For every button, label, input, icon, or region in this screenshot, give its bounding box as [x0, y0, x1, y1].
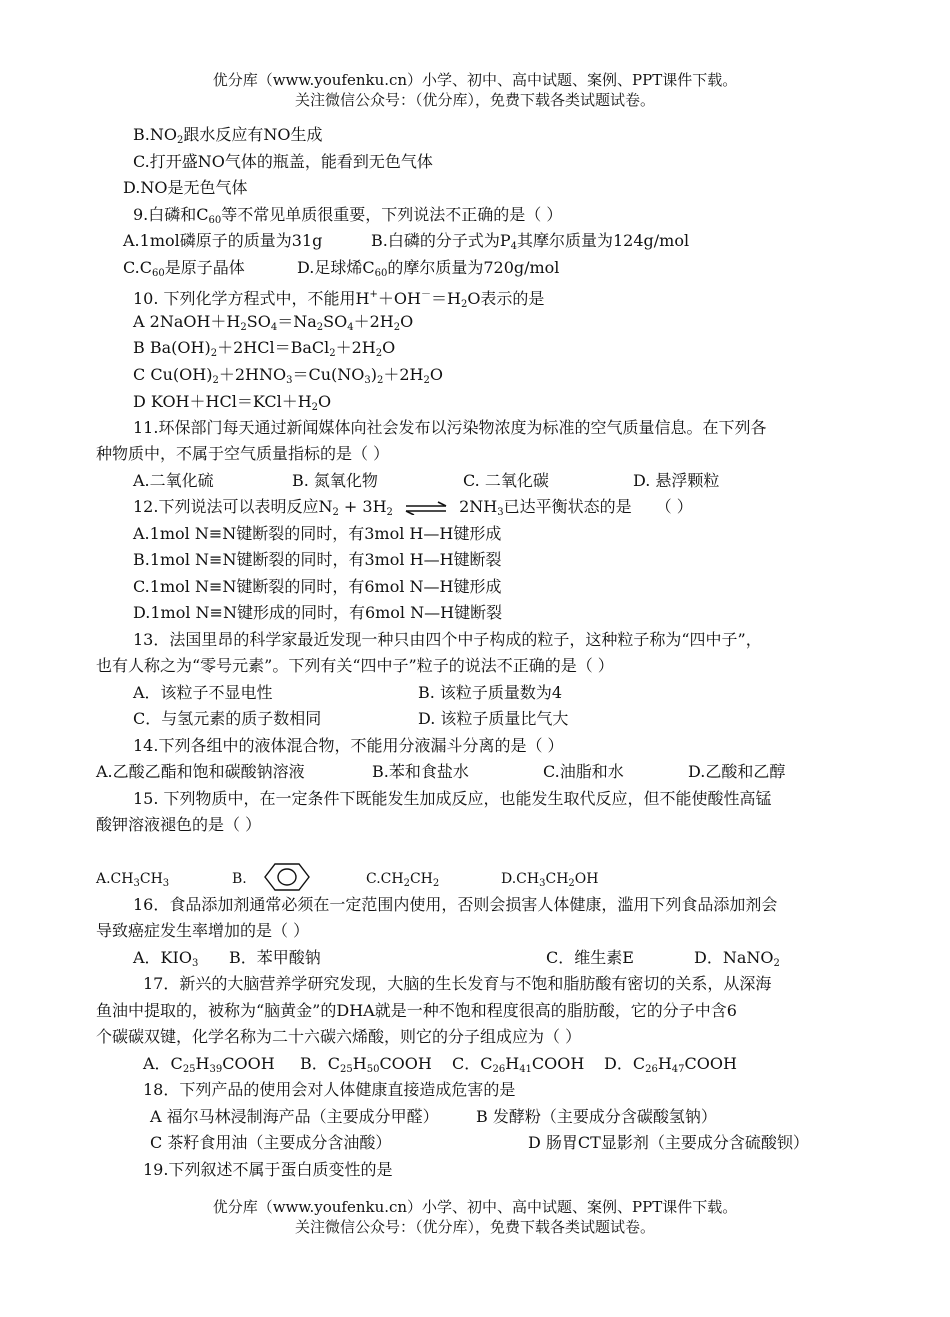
q13-option-d: D. 该粒子质量比气大	[418, 709, 569, 728]
benzene-ring-icon	[264, 862, 310, 892]
q10-option-d: D $KOH+HCl=KCl+H_2O$	[133, 392, 332, 413]
q11-option-c: C. 二氧化碳	[463, 471, 549, 490]
q17-option-b: B．$C_{25}H_{50}COOH$	[300, 1054, 432, 1075]
q12-option-a: A.1mol N≡N键断裂的同时，有3mol H—H键形成	[133, 524, 502, 543]
q8-option-d: D.NO是无色气体	[123, 178, 248, 197]
q11-option-a: A.二氧化硫	[133, 471, 214, 490]
q15-stem-line-1: 15. 下列物质中，在一定条件下既能发生加成反应，也能发生取代反应，但不能使酸性高锰	[133, 789, 772, 808]
q9-option-a: A.1mol磷原子的质量为31g	[123, 231, 323, 250]
q9-stem: 9.白磷和$C_{60}$等不常见单质很重要，下列说法不正确的是（ ）	[133, 205, 563, 226]
q14-option-d: D.乙酸和乙醇	[688, 762, 786, 781]
q15-option-b: B.	[232, 871, 247, 887]
q15-option-c: $C.CH_2CH_2$	[366, 871, 440, 889]
equilibrium-arrow-icon	[404, 501, 448, 515]
q12-option-c: C.1mol N≡N键断裂的同时，有6mol N—H键形成	[133, 577, 502, 596]
q13-option-a: A．该粒子不显电性	[133, 683, 273, 702]
q17-stem-line-2: 鱼油中提取的，被称为“脑黄金”的DHA就是一种不饱和程度很高的脂肪酸，它的分子中含6	[96, 1001, 737, 1020]
q17-stem-line-3: 个碳碳双键，化学名称为二十六碳六烯酸，则它的分子组成应为（ ）	[96, 1027, 582, 1046]
q17-option-d: D．$C_{26}H_{47}COOH$	[604, 1054, 737, 1075]
q8-option-c: C.打开盛NO气体的瓶盖，能看到无色气体	[133, 152, 433, 171]
q11-option-d: D. 悬浮颗粒	[633, 471, 720, 490]
q8-option-b: $B.NO_2$跟水反应有NO生成	[133, 125, 323, 146]
q14-option-a: A.乙酸乙酯和饱和碳酸钠溶液	[96, 762, 305, 781]
q16-option-d: D．NaNO$_2$	[694, 948, 780, 969]
q13-option-c: C．与氢元素的质子数相同	[133, 709, 322, 728]
q9-option-b: B.白磷的分子式为$P_4$其摩尔质量为124g/mol	[371, 231, 690, 252]
q18-option-d: D 肠胃CT显影剂（主要成分含硫酸钡）	[528, 1133, 809, 1152]
q16-stem-line-2: 导致癌症发生率增加的是（ ）	[96, 921, 310, 940]
q18-stem: 18．下列产品的使用会对人体健康直接造成危害的是	[143, 1080, 516, 1099]
q16-option-a: A．$KIO_3$	[133, 948, 199, 969]
q9-option-d: D.足球烯$C_{60}$的摩尔质量为720g/mol	[297, 258, 560, 279]
q11-stem-line-2: 种物质中，不属于空气质量指标的是（ ）	[96, 444, 390, 463]
page-header	[0, 70, 950, 110]
q16-option-b: B．苯甲酸钠	[229, 948, 321, 967]
q14-stem: 14.下列各组中的液体混合物，不能用分液漏斗分离的是（ ）	[133, 736, 564, 755]
q14-option-b: B.苯和食盐水	[372, 762, 469, 781]
q18-option-c: C 茶籽食用油（主要成分含油酸）	[150, 1133, 392, 1152]
q15-option-a: $A.CH_3CH_3$	[96, 871, 170, 889]
q15-stem-line-2: 酸钾溶液褪色的是（ ）	[96, 815, 262, 834]
q16-stem-line-1: 16．食品添加剂通常必须在一定范围内使用，否则会损害人体健康，滥用下列食品添加剂会	[133, 895, 778, 914]
page-footer	[0, 1197, 950, 1237]
q10-option-c: C $Cu(OH)_2+2HNO_3=Cu(NO_3)_2+2H_2O$	[133, 365, 444, 386]
q19-stem: 19.下列叙述不属于蛋白质变性的是	[143, 1160, 393, 1179]
q18-option-a: A 福尔马林浸制海产品（主要成分甲醛）	[150, 1107, 439, 1126]
q17-option-c: C．$C_{26}H_{41}COOH$	[452, 1054, 585, 1075]
q12-option-d: D.1mol N≡N键形成的同时，有6mol N—H键断裂	[133, 603, 503, 622]
q13-stem-line-1: 13．法国里昂的科学家最近发现一种只由四个中子构成的粒子，这种粒子称为“四中子”，	[133, 630, 762, 649]
q15-option-d: $D.CH_3CH_2OH$	[501, 871, 599, 889]
q11-option-b: B. 氮氧化物	[292, 471, 378, 490]
q11-stem-line-1: 11.环保部门每天通过新闻媒体向社会发布以污染物浓度为标准的空气质量信息。在下列各	[133, 418, 767, 437]
q14-option-c: C.油脂和水	[543, 762, 624, 781]
q17-stem-line-1: 17．新兴的大脑营养学研究发现，大脑的生长发育与不饱和脂肪酸有密切的关系，从深海	[143, 974, 772, 993]
q13-option-b: B. 该粒子质量数为4	[418, 683, 563, 702]
q10-option-b: B $Ba(OH)_2+2HCl=BaCl_2+2H_2O$	[133, 338, 396, 359]
q13-stem-line-2: 也有人称之为“零号元素”。下列有关“四中子”粒子的说法不正确的是（ ）	[96, 656, 614, 675]
header-line-1: 优分库（www.youfenku.cn）小学、初中、高中试题、案例、PPT课件下载。	[212, 71, 738, 89]
q10-stem: 10. 下列化学方程式中，不能用$H^++OH^-=H_2O$表示的是	[133, 289, 545, 310]
q9-option-c: $C.C_{60}$是原子晶体	[123, 258, 245, 279]
q16-option-c: C．维生素E	[546, 948, 634, 967]
q12-option-b: B.1mol N≡N键断裂的同时，有3mol H—H键断裂	[133, 550, 502, 569]
header-line-2: 关注微信公众号：（优分库），免费下载各类试题试卷。	[294, 91, 655, 109]
footer-line-1: 优分库（www.youfenku.cn）小学、初中、高中试题、案例、PPT课件下载。	[212, 1198, 738, 1216]
q18-option-b: B 发酵粉（主要成分含碳酸氢钠）	[476, 1107, 717, 1126]
q12-stem: 12.下列说法可以表明反应$N_2 + 3H_2$ $2NH_3$已达平衡状态的是 （ ）	[133, 497, 693, 518]
footer-line-2: 关注微信公众号：（优分库），免费下载各类试题试卷。	[294, 1218, 655, 1236]
q10-option-a: A $2NaOH+H_2SO_4=Na_2SO_4+2H_2O$	[133, 312, 414, 333]
q17-option-a: A．$C_{25}H_{39}COOH$	[143, 1054, 275, 1075]
